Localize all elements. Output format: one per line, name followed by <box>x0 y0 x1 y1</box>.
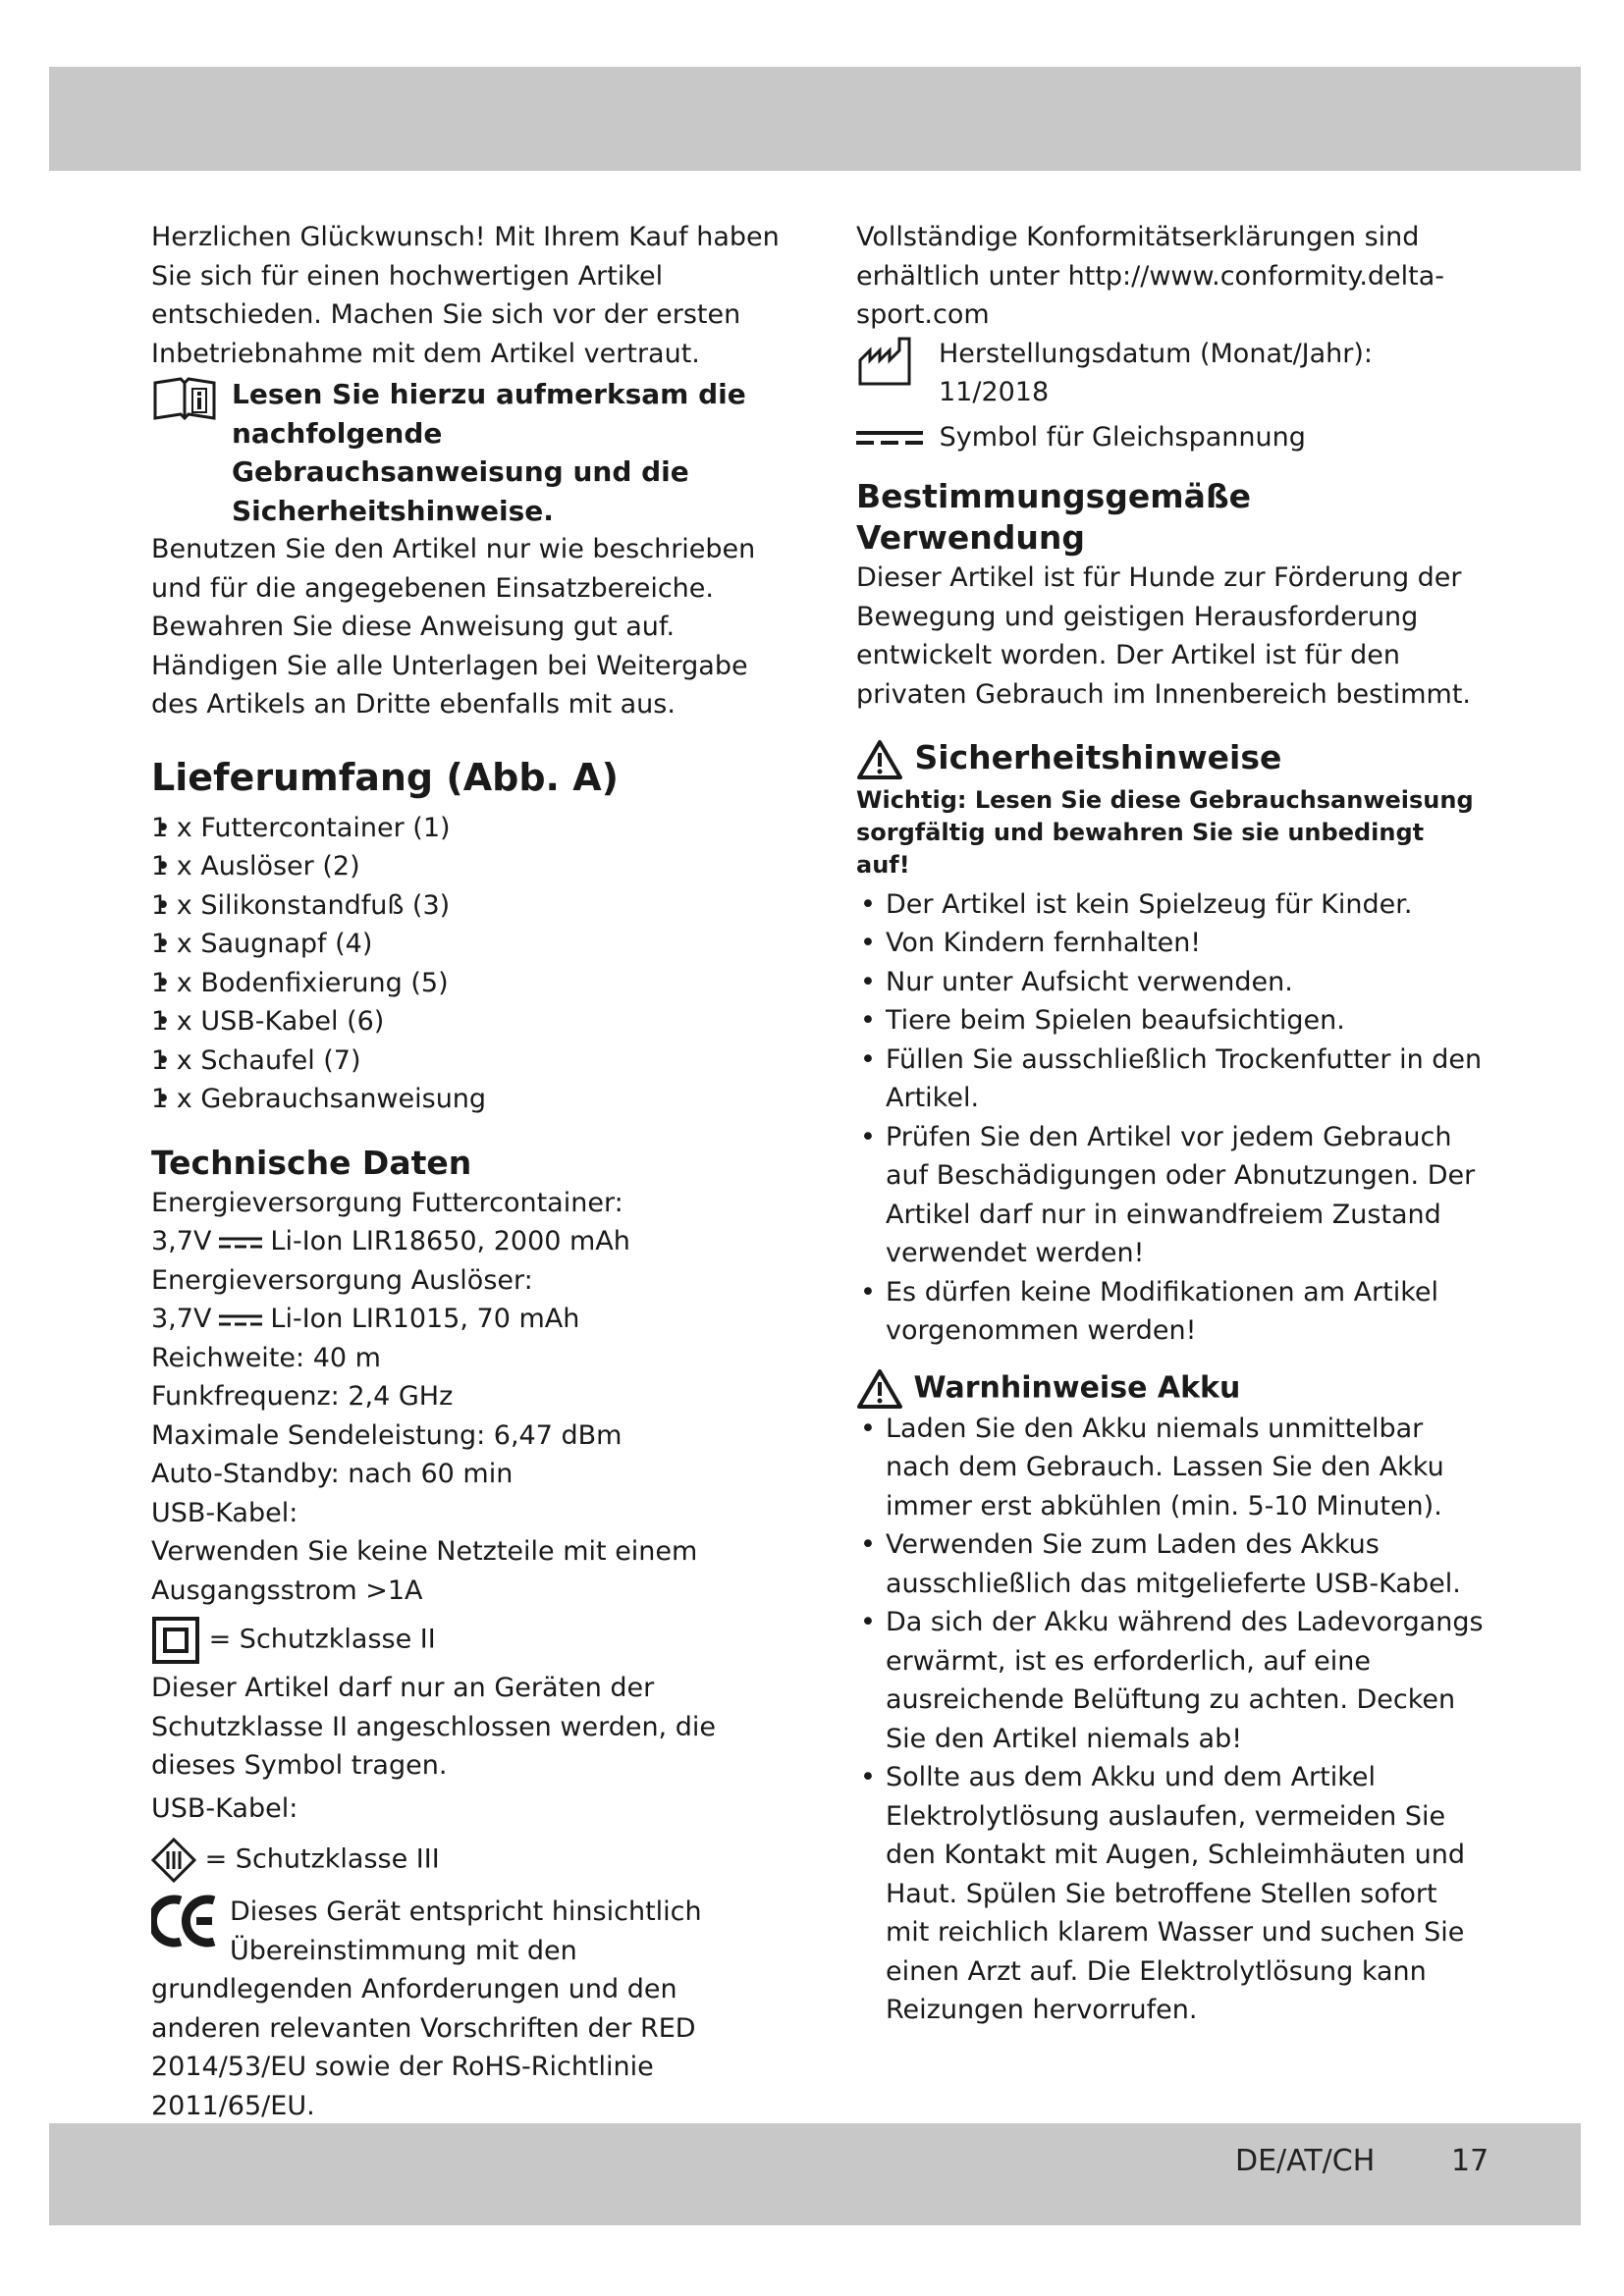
footer-region: DE/AT/CH <box>1235 2144 1376 2178</box>
ce-text: Dieses Gerät entspricht hinsichtlich Übereinstimmung mit den grundlegenden Anforderungen und den anderen relevanten Vorschriften der RED 2014/53/EU sowie der RoHS-Richtlinie 2011/65/EU. <box>151 1896 702 2121</box>
scope-item: • 1 x Saugnapf (4) <box>151 925 780 964</box>
manufacture-date-icon <box>856 335 925 388</box>
manufacture-date-label: Herstellungsdatum (Monat/Jahr): <box>939 338 1374 369</box>
page-number: 17 <box>1451 2144 1489 2178</box>
transmit-power: Maximale Sendeleistung: 6,47 dBm <box>151 1419 623 1451</box>
battery-item: • Verwenden Sie zum Laden des Akkus ausschließlich das mitgelieferte USB-Kabel. <box>856 1525 1485 1603</box>
safety-item: • Von Kindern fernhalten! <box>856 924 1485 963</box>
dc-symbol-icon <box>856 430 923 446</box>
class2-row: = Schutzklasse II <box>151 1616 780 1665</box>
dc-symbol-icon <box>219 1236 262 1250</box>
safety-list <box>856 885 1485 1351</box>
usb-label: USB-Kabel: <box>151 1497 298 1528</box>
scope-item: • 1 x Futtercontainer (1) <box>151 809 780 848</box>
safety-item: • Nur unter Aufsicht verwenden. <box>856 963 1485 1002</box>
dc-symbol-row: Symbol für Gleichspannung <box>856 418 1485 457</box>
scope-list <box>151 809 780 1119</box>
ce-mark-icon <box>151 1893 220 1949</box>
scope-item: • 1 x USB-Kabel (6) <box>151 1002 780 1041</box>
class2-note: Dieser Artikel darf nur an Geräten der Schutzklasse II angeschlossen werden, die dieses Symbol tragen. <box>151 1673 716 1781</box>
safety-item: • Füllen Sie ausschließlich Trockenfutter in den Artikel. <box>856 1041 1485 1118</box>
usage-note: Benutzen Sie den Artikel nur wie beschrieben und für die angegebenen Einsatzbereiche. Bewahren Sie diese Anweisung gut auf. Händigen Sie alle Unterlagen bei Weitergabe des Artikels an Dritte ebenfalls mit aus. <box>151 534 756 720</box>
right-column <box>856 218 1485 2030</box>
read-note-text: Lesen Sie hierzu aufmerksam die nachfolgende Gebrauchsanweisung und die Sicherheitshinweise. <box>232 378 746 527</box>
intro-text: Herzlichen Glückwunsch! Mit Ihrem Kauf haben Sie sich für einen hochwertigen Artikel entschieden. Machen Sie sich vor der ersten Inbetriebnahme mit dem Artikel vertraut. <box>151 222 780 369</box>
battery-list <box>856 1410 1485 2030</box>
scope-item: • 1 x Schaufel (7) <box>151 1041 780 1081</box>
supply-trigger-label: Energieversorgung Auslöser: <box>151 1264 533 1296</box>
intended-use-heading: Bestimmungsgemäße Verwendung <box>856 477 1252 557</box>
range: Reichweite: 40 m <box>151 1342 381 1373</box>
auto-standby: Auto-Standby: nach 60 min <box>151 1459 514 1489</box>
safety-heading: Sicherheitshinweise <box>856 737 1485 780</box>
scope-item: • 1 x Silikonstandfuß (3) <box>151 886 780 926</box>
supply-trigger-row: 3,7V Li-Ion LIR1015, 70 mAh <box>151 1304 580 1334</box>
warning-triangle-icon <box>856 739 903 780</box>
warning-triangle-icon <box>856 1368 903 1410</box>
conformity-text: Vollständige Konformitätserklärungen sind erhältlich unter http://www.conformity.delta-sport.com <box>856 222 1445 330</box>
manufacture-date-value: 11/2018 <box>939 377 1050 407</box>
safety-item: • Der Artikel ist kein Spielzeug für Kinder. <box>856 885 1485 925</box>
battery-item: • Laden Sie den Akku niemals unmittelbar nach dem Gebrauch. Lassen Sie den Akku immer erst abkühlen (min. 5-10 Minuten). <box>856 1410 1485 1526</box>
supply-container-label: Energieversorgung Futtercontainer: <box>151 1187 623 1218</box>
frequency: Funkfrequenz: 2,4 GHz <box>151 1381 454 1412</box>
scope-item: • 1 x Gebrauchsanweisung <box>151 1080 780 1119</box>
tech-heading: Technische Daten <box>151 1143 472 1182</box>
safety-item: • Prüfen Sie den Artikel vor jedem Gebrauch auf Beschädigungen oder Abnutzungen. Der Artikel darf nur in einwandfreiem Zustand verwendet werden! <box>856 1118 1485 1273</box>
battery-heading: Warnhinweise Akku <box>856 1368 1485 1410</box>
usb-note: Verwenden Sie keine Netzteile mit einem Ausgangsstrom >1A <box>151 1536 698 1606</box>
intended-use-text: Dieser Artikel ist für Hunde zur Förderung der Bewegung und geistigen Herausforderung entwickelt worden. Der Artikel ist für den privaten Gebrauch im Innenbereich bestimmt. <box>856 562 1472 710</box>
safety-item: • Es dürfen keine Modifikationen am Artikel vorgenommen werden! <box>856 1273 1485 1351</box>
scope-item: • 1 x Auslöser (2) <box>151 847 780 886</box>
protection-class-2-icon <box>151 1616 200 1665</box>
safety-item: • Tiere beim Spielen beaufsichtigen. <box>856 1001 1485 1041</box>
read-note <box>151 375 780 530</box>
class3-row: = Schutzklasse III <box>151 1838 780 1883</box>
supply-container-row: 3,7V Li-Ion LIR18650, 2000 mAh <box>151 1226 630 1256</box>
manufacture-date <box>856 335 1485 412</box>
usb-label-2: USB-Kabel: <box>151 1792 298 1824</box>
safety-important: Wichtig: Lesen Sie diese Gebrauchsanweisung sorgfältig und bewahren Sie sie unbedingt auf! <box>856 785 1474 879</box>
battery-item: • Sollte aus dem Akku und dem Artikel Elektrolytlösung auslaufen, vermeiden Sie den Kontakt mit Augen, Schleimhäuten und Haut. Spülen Sie betroffene Stellen sofort mit reichlich klarem Wasser und suchen Sie einen Arzt auf. Die Elektrolytlösung kann Reizungen hervorrufen. <box>856 1758 1485 2030</box>
dc-symbol-icon <box>219 1313 262 1327</box>
ce-block <box>151 1893 780 2125</box>
header-bar <box>49 67 1581 171</box>
battery-item: • Da sich der Akku während des Ladevorgangs erwärmt, ist es erforderlich, auf eine ausreichende Belüftung zu achten. Decken Sie den Artikel niemals ab! <box>856 1603 1485 1758</box>
left-column <box>151 218 780 2125</box>
protection-class-3-icon <box>151 1838 196 1883</box>
scope-item: • 1 x Bodenfixierung (5) <box>151 964 780 1003</box>
scope-heading: Lieferumfang (Abb. A) <box>151 755 619 799</box>
manual-book-icon <box>151 375 218 424</box>
